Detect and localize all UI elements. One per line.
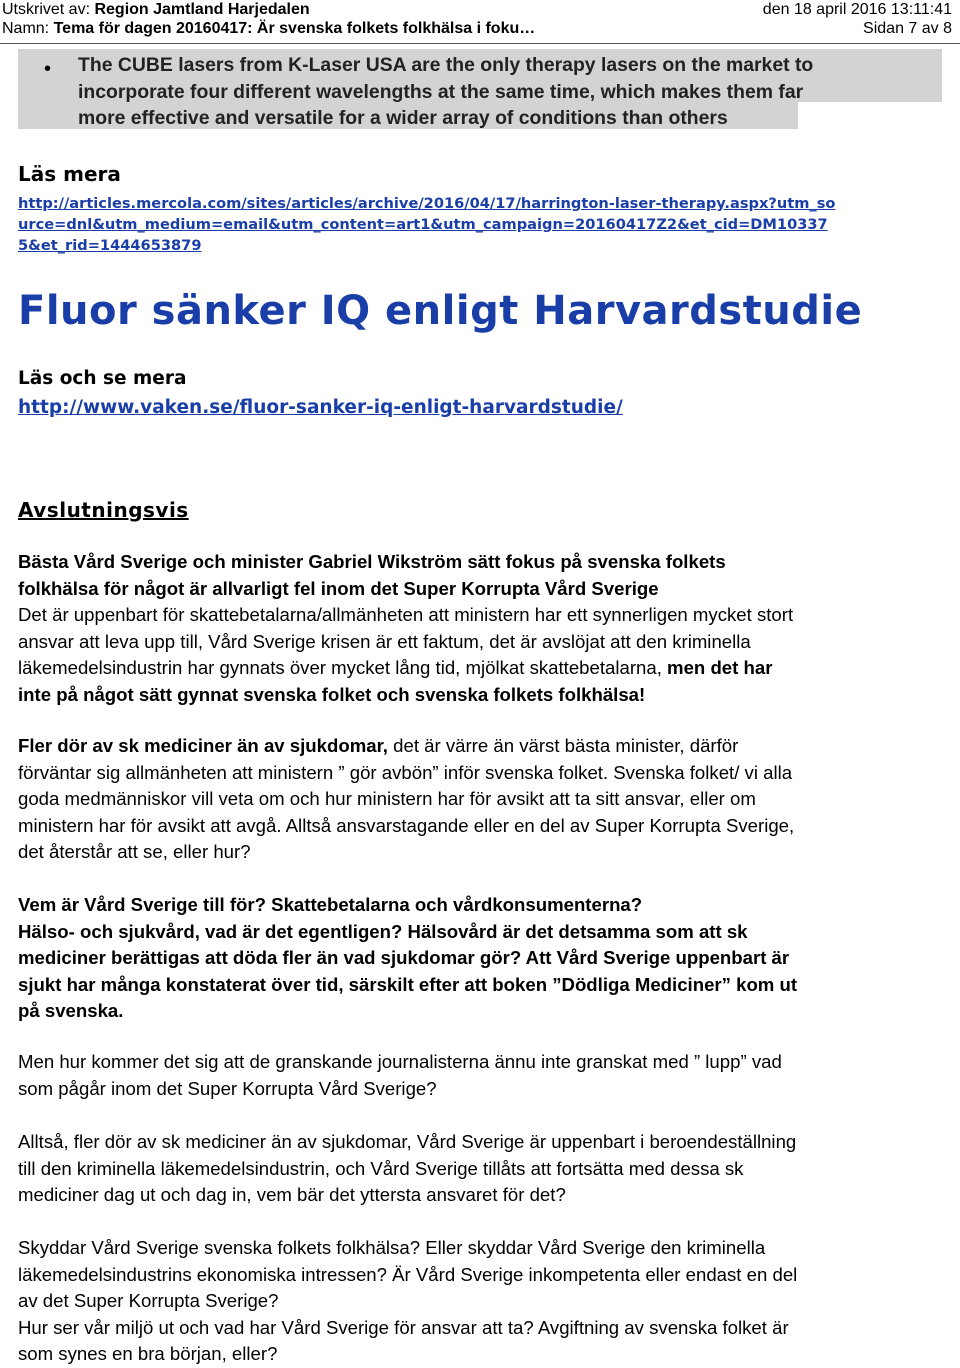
- p5-line: till den kriminella läkemedelsindustrin, och Vård Sverige tillåts att fortsätta med dessa sk: [18, 1157, 744, 1179]
- link-line[interactable]: urce=dnl&utm_medium=email&utm_content=art1&utm_campaign=20160417Z2&et_cid=DM10337: [18, 216, 828, 233]
- p2-line: det är värre än värst bästa minister, därför: [387, 735, 739, 756]
- bullet-line: incorporate four different wavelengths at the same time, which makes them far: [78, 80, 804, 103]
- p6-line: Skyddar Vård Sverige svenska folkets folkhälsa? Eller skyddar Vård Sverige den kriminella: [18, 1237, 766, 1258]
- p2-line: förväntar sig allmänheten att ministern ” gör avbön” inför svenska folket. Svenska folket/ vi alla: [18, 761, 793, 783]
- bullet-dot-icon: •: [44, 58, 52, 80]
- link-line[interactable]: http://articles.mercola.com/sites/articles/archive/2016/04/17/harrington-laser-therapy.aspx?utm_so: [18, 195, 836, 212]
- p6-line: som synes en bra början, eller?: [18, 1343, 278, 1364]
- header-divider: [0, 43, 960, 44]
- p3-line: på svenska.: [18, 1000, 124, 1021]
- paragraph-6: [18, 1235, 948, 1368]
- section-title: Avslutningsvis: [18, 498, 189, 522]
- paragraph-3: [18, 892, 948, 1025]
- p3-line: Vem är Vård Sverige till för? Skattebetalarna och vårdkonsumenterna?: [18, 894, 643, 915]
- paragraph-1: [18, 549, 948, 708]
- paragraph-4: [18, 1049, 948, 1102]
- bullet-line: The CUBE lasers from K-Laser USA are the only therapy lasers on the market to: [78, 54, 814, 76]
- p3-line: sjukt har många konstaterat över tid, särskilt efter att boken ”Dödliga Mediciner” kom ut: [18, 973, 798, 995]
- p2-line: goda medmänniskor vill veta om och hur ministern har för avsikt att ta sitt ansvar, eller om: [18, 788, 756, 809]
- p2-bold-span: Fler dör av sk mediciner än av sjukdomar,: [18, 735, 388, 756]
- document-name-value: Tema för dagen 20160417: Är svenska folkets folkhälsa i foku…: [53, 20, 536, 37]
- p1-line: ansvar att leva upp till, Vård Sverige krisen är ett faktum, det är avslöjat att den kriminella: [18, 630, 751, 652]
- read-more-heading: Läs mera: [18, 162, 121, 186]
- p2-line: ministern har för avsikt att avgå. Alltså ansvarstagande eller en del av Super Korrupta Sverige,: [18, 814, 795, 836]
- document-name: [2, 19, 535, 38]
- p2-line: det återstår att se, eller hur?: [18, 841, 251, 862]
- p1-bold-line: Bästa Vård Sverige och minister Gabriel Wikström sätt fokus på svenska folkets: [18, 551, 726, 572]
- page-number: Sidan 7 av 8: [863, 20, 952, 37]
- printed-by: [2, 0, 310, 19]
- p1-bold-line: inte på något sätt gynnat svenska folket och svenska folkets folkhälsa!: [18, 683, 646, 705]
- bullet-text: [78, 52, 938, 132]
- p6-line: Hur ser vår miljö ut och vad har Vård Sverige för ansvar att ta? Avgiftning av svenska folket är: [18, 1316, 789, 1338]
- p5-line: Alltså, fler dör av sk mediciner än av sjukdomar, Vård Sverige är uppenbart i beroendeställning: [18, 1131, 797, 1152]
- document-name-label: Namn:: [2, 20, 50, 37]
- p1-line: läkemedelsindustrin har gynnats över mycket lång tid, mjölkat skattebetalarna,: [18, 657, 668, 678]
- p1-bold-line: folkhälsa för något är allvarligt fel inom det Super Korrupta Vård Sverige: [18, 577, 659, 599]
- mercola-link[interactable]: [18, 193, 835, 256]
- paragraph-5: [18, 1129, 948, 1209]
- p5-line: mediciner dag ut och dag in, vem bär det yttersta ansvaret för det?: [18, 1184, 566, 1205]
- fluor-title: Fluor sänker IQ enligt Harvardstudie: [18, 288, 863, 334]
- p4-line: Men hur kommer det sig att de granskande journalisterna ännu inte granskat med ” lupp” vad: [18, 1051, 782, 1072]
- print-date: den 18 april 2016 13:11:41: [762, 1, 952, 18]
- p1-bold-span: men det har: [667, 657, 773, 678]
- bullet-line: more effective and versatile for a wider array of conditions than others: [78, 107, 728, 129]
- p3-line: Hälso- och sjukvård, vad är det egentligen? Hälsovård är det detsamma som att sk: [18, 920, 748, 942]
- fluor-read-more-heading: Läs och se mera: [18, 368, 187, 389]
- p3-line: mediciner berättigas att döda fler än vad sjukdomar gör? Att Vård Sverige uppenbart är: [18, 947, 790, 968]
- vaken-link[interactable]: http://www.vaken.se/fluor-sanker-iq-enligt-harvardstudie/: [18, 397, 623, 418]
- printed-by-label: Utskrivet av:: [2, 1, 91, 18]
- paragraph-2: [18, 733, 948, 866]
- p6-line: läkemedelsindustrins ekonomiska intressen? Är Vård Sverige inkompetenta eller endast en del: [18, 1263, 798, 1285]
- link-line[interactable]: 5&et_rid=1444653879: [18, 237, 202, 254]
- p1-line: Det är uppenbart för skattebetalarna/allmänheten att ministern har ett synnerligen mycket stort: [18, 604, 794, 625]
- printed-by-value: Region Jamtland Harjedalen: [94, 1, 310, 18]
- p4-line: som pågår inom det Super Korrupta Vård Sverige?: [18, 1077, 437, 1099]
- p6-line: av det Super Korrupta Sverige?: [18, 1290, 279, 1311]
